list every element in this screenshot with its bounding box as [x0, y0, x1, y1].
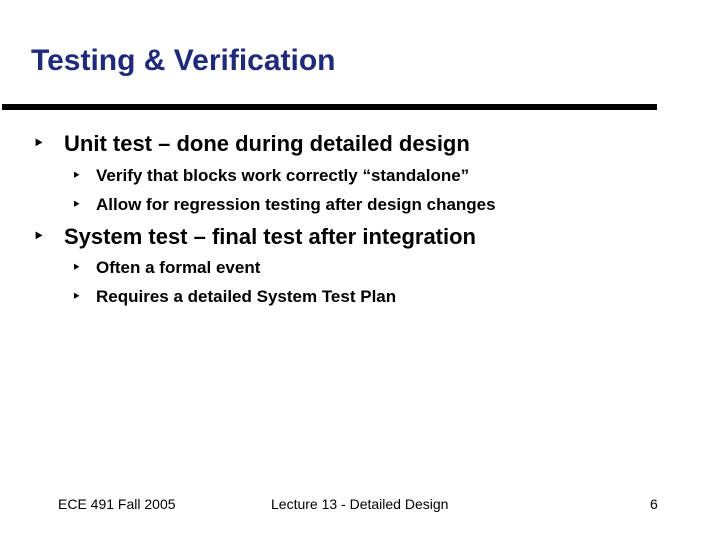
title-divider [2, 104, 657, 110]
sub-bullet-text: Requires a detailed System Test Plan [96, 287, 397, 306]
sub-bullet-marker-icon: ‣ [72, 288, 81, 304]
sub-bullet-text: Often a formal event [96, 258, 261, 277]
footer-lecture-title: Lecture 13 - Detailed Design [271, 496, 449, 512]
bullet-item [33, 131, 470, 157]
sub-bullet-item [72, 287, 396, 307]
bullet-item [33, 224, 476, 250]
footer-course: ECE 491 Fall 2005 [58, 496, 176, 512]
bullet-marker-icon: ‣ [33, 133, 45, 153]
sub-bullet-item [72, 166, 469, 186]
sub-bullet-item [72, 258, 260, 278]
sub-bullet-item [72, 195, 496, 215]
sub-bullet-marker-icon: ‣ [72, 259, 81, 275]
sub-bullet-text: Allow for regression testing after design changes [96, 195, 496, 214]
sub-bullet-marker-icon: ‣ [72, 196, 81, 212]
bullet-text: System test – final test after integration [64, 224, 476, 249]
bullet-text: Unit test – done during detailed design [64, 131, 470, 156]
slide-title: Testing & Verification [31, 44, 336, 77]
bullet-marker-icon: ‣ [33, 226, 45, 246]
sub-bullet-marker-icon: ‣ [72, 167, 81, 183]
footer-page-number: 6 [650, 496, 658, 512]
sub-bullet-text: Verify that blocks work correctly “standalone” [96, 166, 470, 185]
